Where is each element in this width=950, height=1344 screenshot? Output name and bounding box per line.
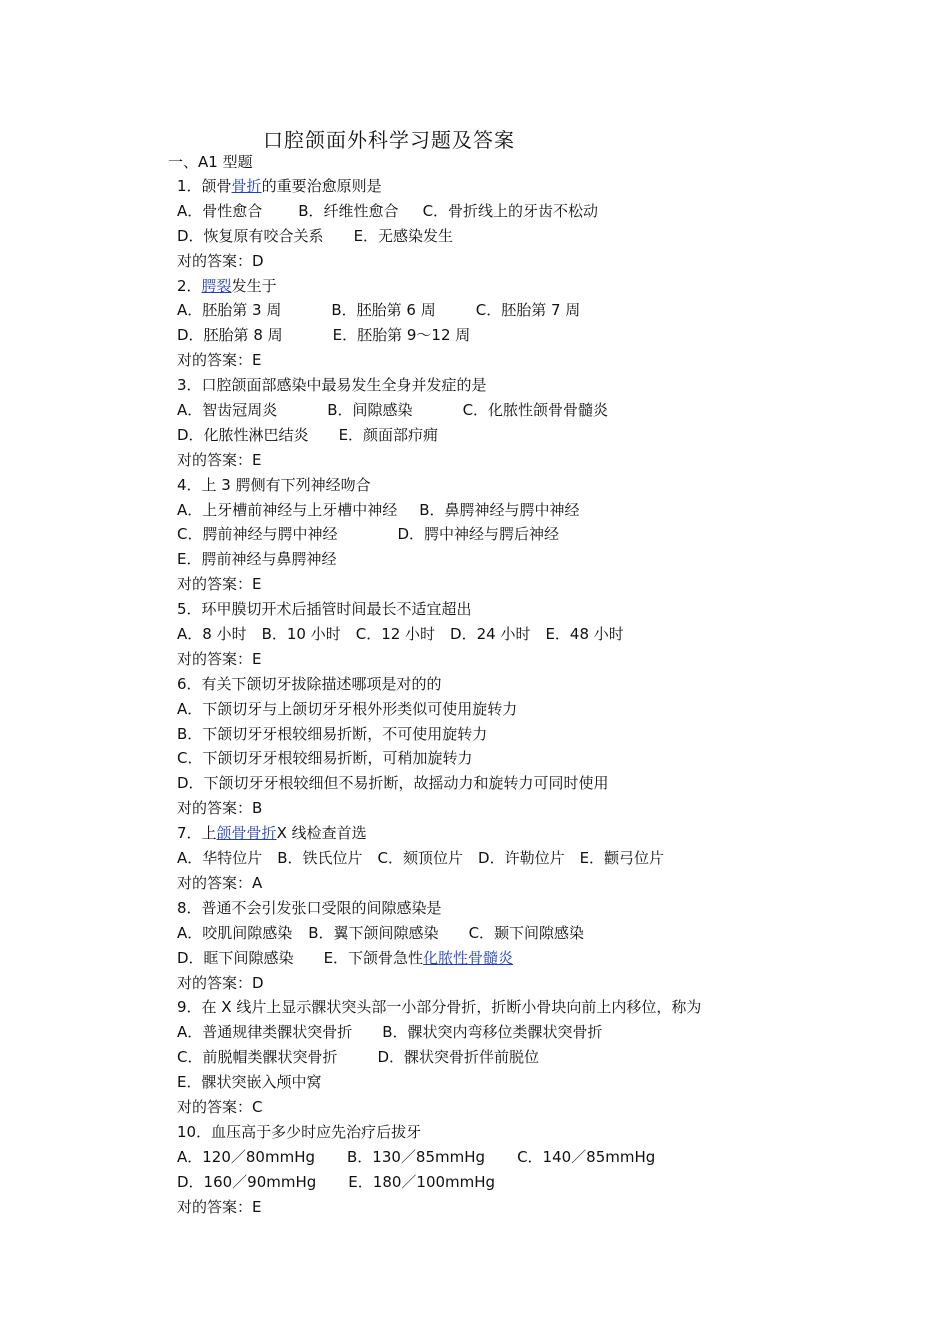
line-text: 1．颌骨 <box>177 177 232 195</box>
document-line <box>177 746 877 771</box>
answer-option: C．化脓性颌骨骨髓炎 <box>462 401 609 420</box>
answer-line <box>177 249 877 274</box>
answer-option: A．上牙槽前神经与上牙槽中神经 <box>177 500 398 519</box>
line-text: E．下颌骨急性 <box>323 948 424 967</box>
options-line <box>177 398 877 423</box>
line-text: 4．上 3 腭侧有下列神经吻合 <box>177 475 371 494</box>
line-text: 的重要治愈原则是 <box>261 177 382 195</box>
line-text: A．8 小时 B．10 小时 C．12 小时 D．24 小时 E．48 小时 <box>177 625 624 644</box>
answer-line <box>177 448 877 473</box>
document-line <box>177 896 877 921</box>
line-text: 2． <box>177 276 202 295</box>
line-text: A．华特位片 B．铁氏位片 C．颏顶位片 D．许勒位片 E．颧弓位片 <box>177 849 665 868</box>
answer-option: B．胚胎第 6 周 <box>331 301 436 320</box>
line-text: 对的答案：E <box>177 575 262 594</box>
answer-option: A．咬肌间隙感染 <box>177 923 293 942</box>
keyword-link[interactable]: 化脓性骨髓炎 <box>423 948 514 967</box>
answer-line <box>177 647 877 672</box>
line-text: A．下颌切牙与上颌切牙牙根外形类似可使用旋转力 <box>177 699 518 718</box>
options-line <box>177 199 877 224</box>
line-text: 7．上 <box>177 824 217 843</box>
line-text: D．眶下间隙感染 <box>177 948 294 967</box>
answer-option: B．髁状突内弯移位类髁状突骨折 <box>382 1023 603 1042</box>
answer-line <box>177 348 877 373</box>
answer-option: C．140／85mmHg <box>517 1147 656 1166</box>
options-line <box>177 323 877 348</box>
line-text: 对的答案：D <box>177 251 264 270</box>
answer-option: A．普通规律类髁状突骨折 <box>177 1023 353 1042</box>
answer-line <box>177 971 877 996</box>
answer-option: C．前脱帽类髁状突骨折 <box>177 1048 338 1067</box>
options-line <box>177 522 877 547</box>
line-text: D．下颌切牙牙根较细但不易折断，故摇动力和旋转力可同时使用 <box>177 774 609 793</box>
document-line <box>177 697 877 722</box>
document-title: 口腔颌面外科学习题及答案 <box>263 128 515 152</box>
document-line <box>177 1070 877 1095</box>
document-line <box>177 473 877 498</box>
line-text: 3．口腔颌面部感染中最易发生全身并发症的是 <box>177 376 487 395</box>
answer-line <box>177 1195 877 1220</box>
document-line <box>177 672 877 697</box>
options-line <box>177 1170 877 1195</box>
question-list <box>177 174 877 1219</box>
line-text: 发生于 <box>231 276 277 295</box>
answer-option: E．无感染发生 <box>353 226 454 245</box>
document-line <box>177 821 877 846</box>
options-line <box>177 1045 877 1070</box>
options-line <box>177 423 877 448</box>
document-line <box>177 174 877 199</box>
keyword-link[interactable]: 颌骨骨折 <box>216 824 277 843</box>
answer-option: C．骨折线上的牙齿不松动 <box>422 201 599 220</box>
line-text: E．腭前神经与鼻腭神经 <box>177 550 337 569</box>
line-text: 对的答案：C <box>177 1097 263 1116</box>
answer-option: E．颜面部疖痈 <box>338 425 439 444</box>
document-line <box>177 597 877 622</box>
answer-option: C．腭前神经与腭中神经 <box>177 525 338 544</box>
options-line <box>177 1020 877 1045</box>
section-heading: 一、A1 型题 <box>168 153 253 171</box>
answer-option: D．恢复原有咬合关系 <box>177 226 324 245</box>
answer-option: A．骨性愈合 <box>177 201 263 220</box>
line-text: 9．在 X 线片上显示髁状突头部一小部分骨折，折断小骨块向前上内移位，称为 <box>177 998 702 1017</box>
line-text: 对的答案：A <box>177 873 263 892</box>
line-text: 6．有关下颌切牙拔除描述哪项是对的的 <box>177 674 442 693</box>
document-line <box>177 622 877 647</box>
document-line <box>177 274 877 299</box>
document-line <box>177 373 877 398</box>
line-text: 对的答案：D <box>177 973 264 992</box>
answer-option: E．180／100mmHg <box>348 1172 496 1191</box>
options-line <box>177 921 877 946</box>
document-line <box>177 722 877 747</box>
document-line <box>177 771 877 796</box>
answer-option: A．胚胎第 3 周 <box>177 301 282 320</box>
line-text: 对的答案：E <box>177 450 262 469</box>
line-text: X 线检查首选 <box>276 824 367 843</box>
line-text: 5．环甲膜切开术后插管时间最长不适宜超出 <box>177 600 472 619</box>
answer-line <box>177 871 877 896</box>
answer-option: D．胚胎第 8 周 <box>177 326 283 345</box>
document-line <box>177 1120 877 1145</box>
answer-option: B．130／85mmHg <box>347 1147 486 1166</box>
answer-option: D．化脓性淋巴结炎 <box>177 425 309 444</box>
answer-option: B．鼻腭神经与腭中神经 <box>419 500 580 519</box>
line-text: 对的答案：E <box>177 649 262 668</box>
keyword-link[interactable]: 腭裂 <box>201 276 232 295</box>
line-text: B．下颌切牙牙根较细易折断，不可使用旋转力 <box>177 724 488 743</box>
answer-option: B．翼下颌间隙感染 <box>308 923 439 942</box>
answer-line <box>177 1095 877 1120</box>
options-line <box>177 946 877 971</box>
answer-option <box>324 946 514 971</box>
line-text: 对的答案：B <box>177 799 263 818</box>
answer-option: E．胚胎第 9～12 周 <box>332 326 471 345</box>
line-text: 对的答案：E <box>177 351 262 370</box>
answer-option: B．纤维性愈合 <box>298 201 399 220</box>
answer-option: D．髁状突骨折伴前脱位 <box>377 1048 540 1067</box>
line-text: C．下颌切牙牙根较细易折断，可稍加旋转力 <box>177 749 473 768</box>
line-text: 对的答案：E <box>177 1197 262 1216</box>
options-line <box>177 1145 877 1170</box>
document-line <box>177 547 877 572</box>
options-line <box>177 224 877 249</box>
options-line <box>177 498 877 523</box>
answer-option <box>177 946 294 971</box>
answer-option: D．160／90mmHg <box>177 1172 317 1191</box>
options-line <box>177 298 877 323</box>
answer-option: C．颞下间隙感染 <box>468 923 585 942</box>
answer-line <box>177 572 877 597</box>
document-line <box>177 995 877 1020</box>
keyword-link[interactable]: 骨折 <box>231 177 262 195</box>
line-text: 10．血压高于多少时应先治疗后拔牙 <box>177 1122 422 1141</box>
answer-option: A．智齿冠周炎 <box>177 401 278 420</box>
answer-option: D．腭中神经与腭后神经 <box>397 525 560 544</box>
answer-option: A．120／80mmHg <box>177 1147 316 1166</box>
answer-option: C．胚胎第 7 周 <box>475 301 581 320</box>
answer-line <box>177 796 877 821</box>
line-text: 8．普通不会引发张口受限的间隙感染是 <box>177 898 442 917</box>
answer-option: B．间隙感染 <box>327 401 413 420</box>
document-line <box>177 846 877 871</box>
line-text: E．髁状突嵌入颅中窝 <box>177 1073 322 1092</box>
